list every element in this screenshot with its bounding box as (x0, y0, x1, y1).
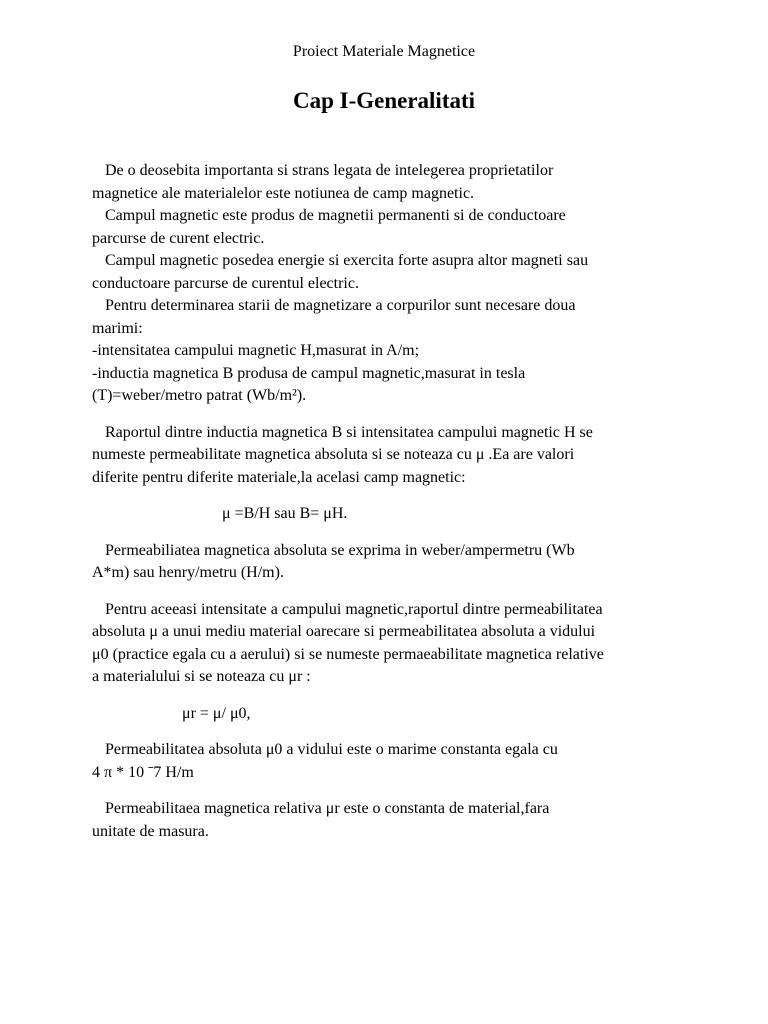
text-line: 4 π * 10 ˉ7 H/m (92, 763, 194, 781)
text-line: μ0 (practice egala cu a aerului) si se numeste permaeabilitate magnetica relative (92, 645, 604, 663)
text-line: parcurse de curent electric. (92, 229, 265, 247)
document-body (92, 160, 682, 843)
text-line: A*m) sau henry/metru (H/m). (92, 564, 284, 581)
document-header: Proiect Materiale Magnetice (292, 43, 476, 60)
paragraph-gap (92, 408, 682, 422)
formula-line: μ =B/H sau B= μH. (222, 505, 348, 522)
text-line: (T)=weber/metro patrat (Wb/m²). (92, 387, 307, 404)
text-line: magnetice ale materialelor este notiunea de camp magnetic. (92, 184, 475, 202)
text-line: Permeabiliatea magnetica absoluta se exprima in weber/ampermetru (Wb (105, 541, 575, 559)
text-line: numeste permeabilitate magnetica absoluta si se noteaza cu μ .Ea are valori (92, 446, 575, 463)
paragraph-gap (92, 784, 682, 798)
text-line: marimi: (92, 319, 143, 337)
text-line: Campul magnetic este produs de magnetii permanenti si de conductoare (105, 207, 566, 224)
text-line: absoluta μ a unui mediu material oarecare si permeabilitatea absoluta a vidului (92, 623, 596, 640)
text-line: Raportul dintre inductia magnetica B si intensitatea campului magnetic H se (105, 423, 593, 441)
text-line: -inductia magnetica B produsa de campul magnetic,masurat in tesla (92, 364, 526, 382)
text-line: conductoare parcurse de curentul electric. (92, 274, 359, 292)
text-line: Permeabilitaea magnetica relativa μr este o constanta de material,fara (105, 800, 550, 817)
paragraph-gap (92, 725, 682, 739)
chapter-title: Cap I-Generalitati (292, 88, 476, 113)
text-line: a materialului si se noteaza cu μr : (92, 668, 311, 685)
paragraph-gap (92, 489, 682, 503)
text-line: De o deosebita importanta si strans legata de intelegerea proprietatilor (105, 162, 554, 179)
paragraph-gap (92, 526, 682, 540)
text-line: Permeabilitatea absoluta μ0 a vidului este o marime constanta egala cu (105, 741, 558, 758)
text-line: diferite pentru diferite materiale,la acelasi camp magnetic: (92, 468, 466, 486)
paragraph-gap (92, 689, 682, 703)
text-line: Pentru determinarea starii de magnetizare a corpurilor sunt necesare doua (105, 297, 576, 314)
paragraph-gap (92, 585, 682, 599)
text-line: -intensitatea campului magnetic H,masurat in A/m; (92, 342, 420, 359)
text-line: Pentru aceeasi intensitate a campului magnetic,raportul dintre permeabilitatea (105, 600, 603, 618)
formula-line: μr = μ/ μ0, (182, 704, 251, 722)
text-line: unitate de masura. (92, 822, 209, 840)
text-line: Campul magnetic posedea energie si exercita forte asupra altor magneti sau (105, 252, 589, 269)
